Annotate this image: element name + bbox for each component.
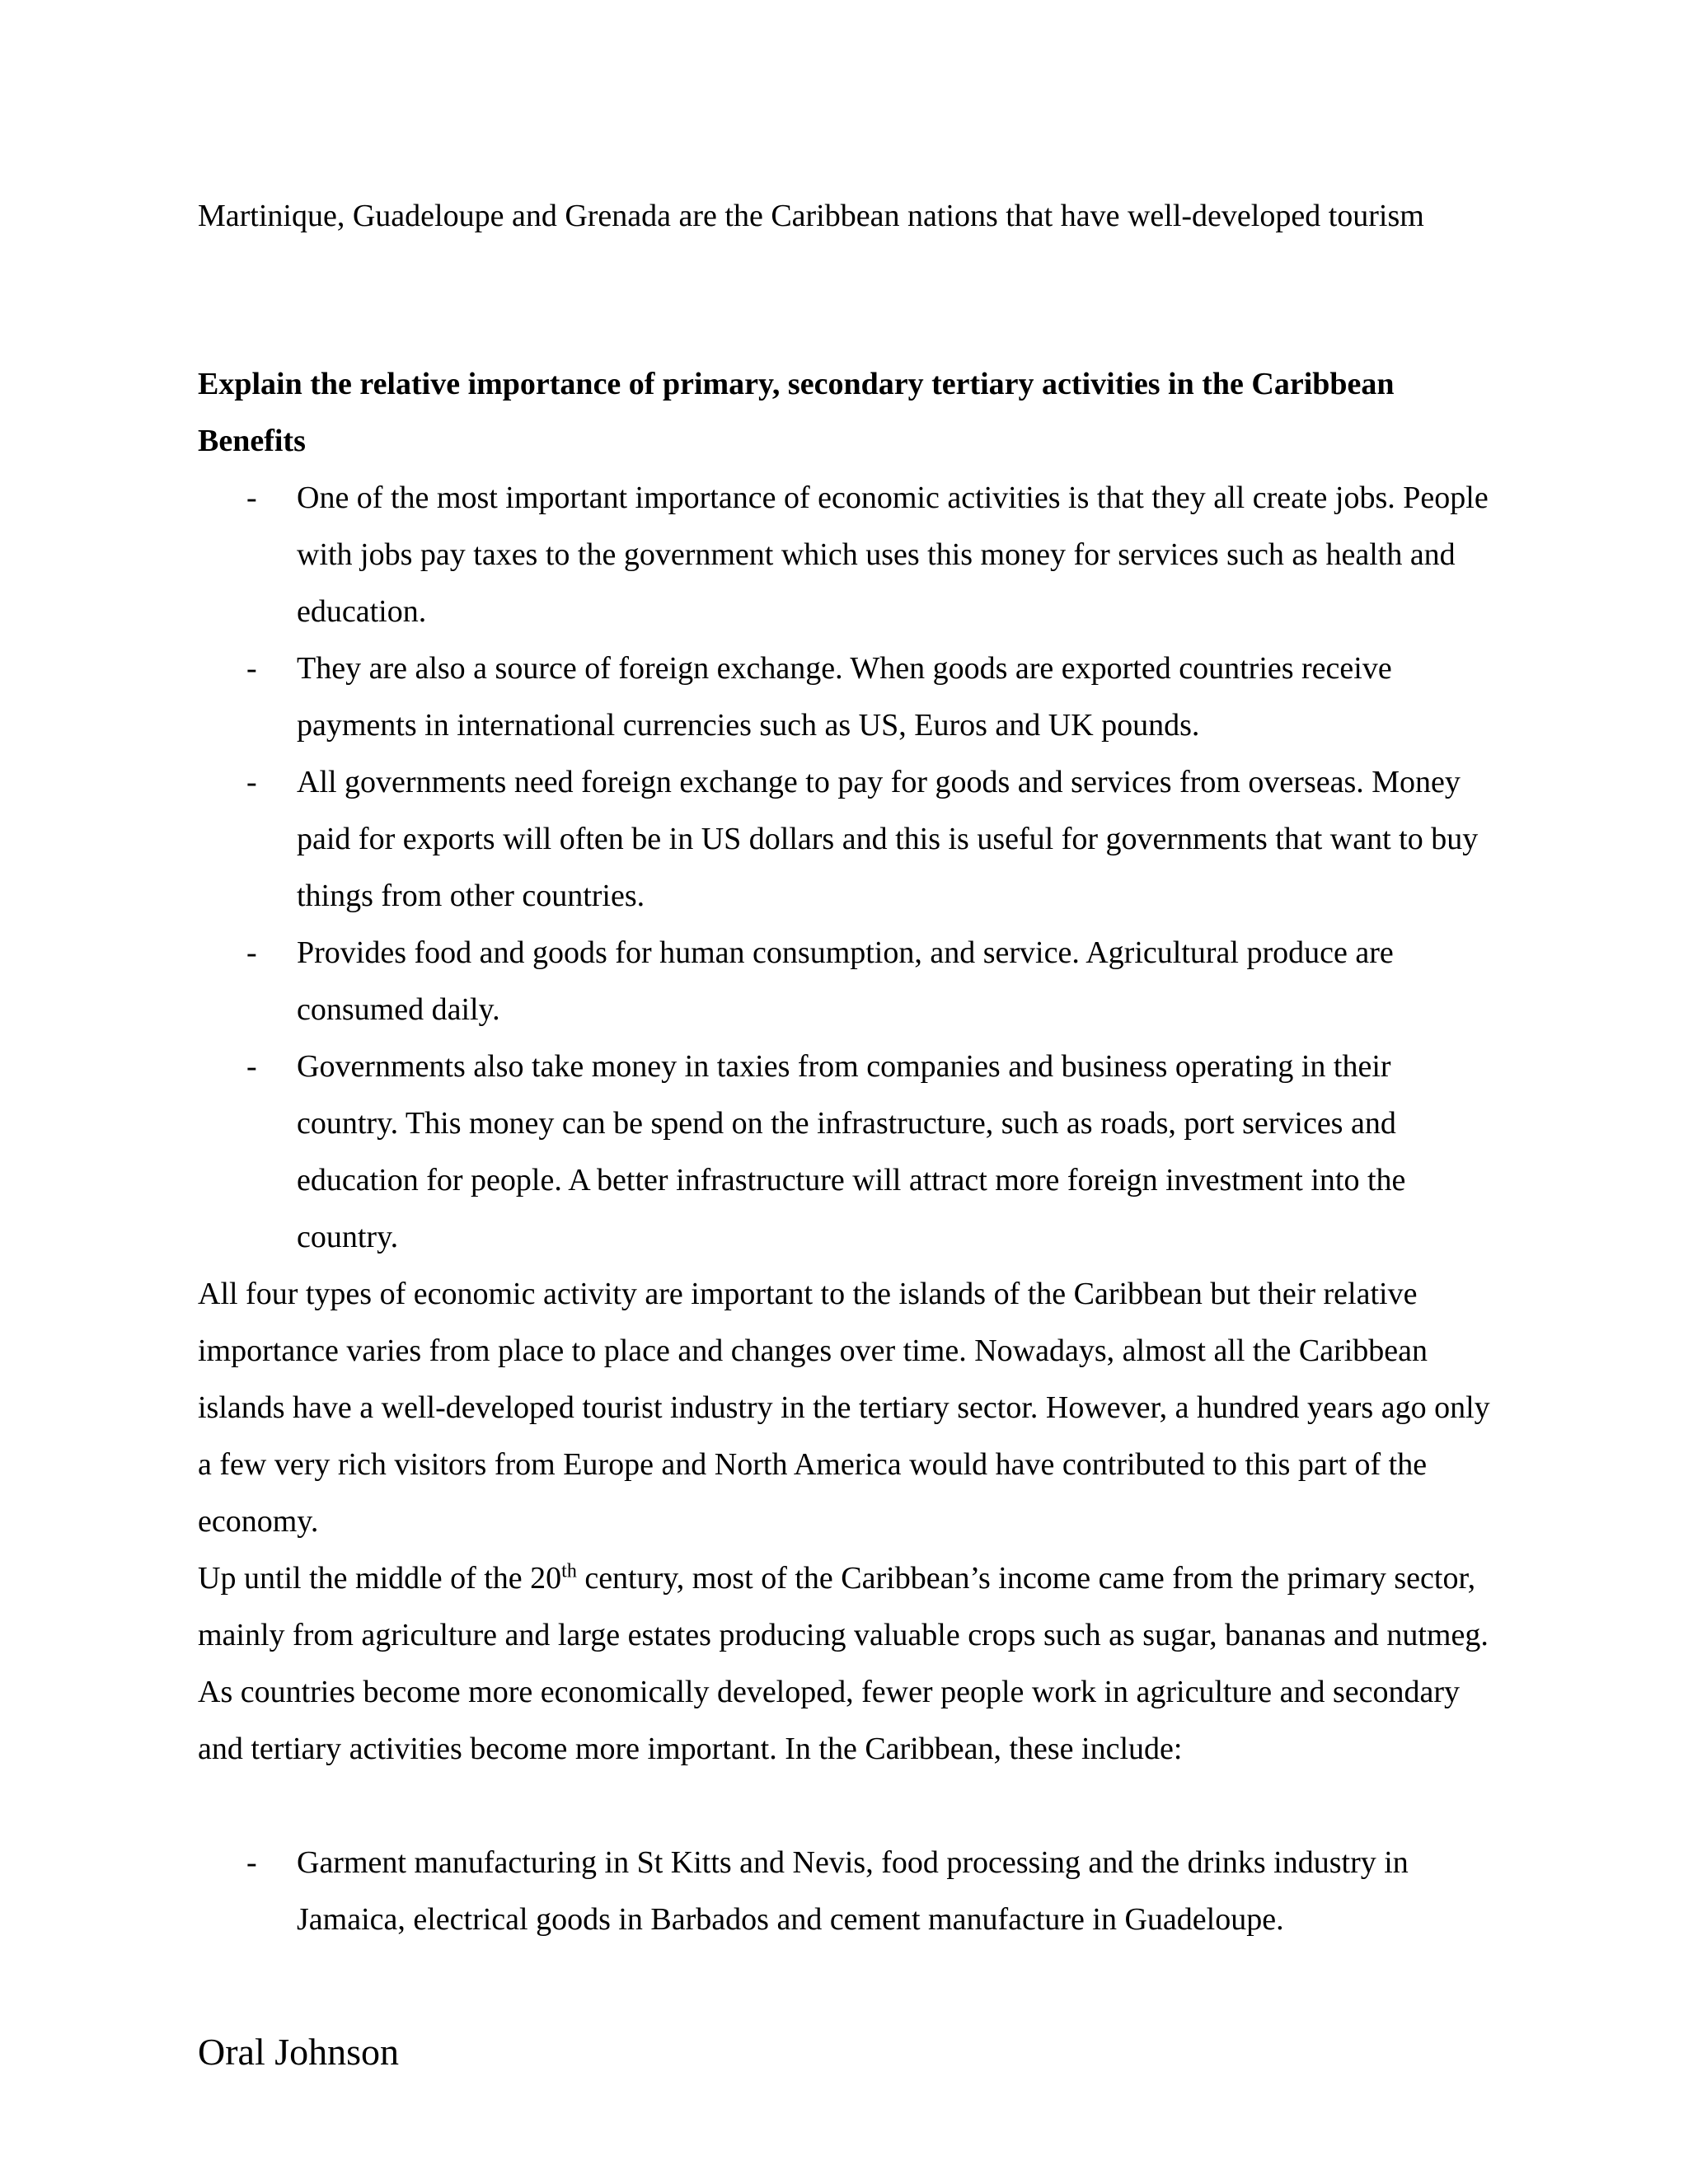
list-item	[198, 925, 1500, 1038]
list-item	[198, 754, 1500, 925]
body-paragraph-tourism: All four types of economic activity are important to the islands of the Caribbean but their relative importance varies from place to place and changes over time. Nowadays, almost all the Caribbean islands have a well-developed tourist industry in the tertiary sector. However, a hundred years ago only a few very rich visitors from Europe and North America would have contributed to this part of the economy.	[198, 1277, 1490, 1539]
list-bullet: -	[246, 1049, 257, 1084]
question-heading: Explain the relative importance of primary, secondary tertiary activities in the Caribbean	[198, 367, 1395, 401]
paragraph-text-rest: century, most of the Caribbean’s income came from the primary sector, mainly from agriculture and large estates producing valuable crops such as sugar, bananas and nutmeg. As countries become more economically developed, fewer people work in agriculture and secondary and tertiary activities become more important. In the Caribbean, these include:	[198, 1561, 1489, 1766]
list-bullet: -	[246, 765, 257, 799]
list-item	[198, 1835, 1500, 1948]
list-bullet: -	[246, 1845, 257, 1880]
list-item	[198, 470, 1500, 640]
list-item-text: Garment manufacturing in St Kitts and Nevis, food processing and the drinks industry in Jamaica, electrical goods in Barbados and cement manufacture in Guadeloupe.	[297, 1845, 1409, 1937]
intro-paragraph: Martinique, Guadeloupe and Grenada are the Caribbean nations that have well-developed tourism	[198, 199, 1424, 233]
list-bullet: -	[246, 480, 257, 515]
list-item	[198, 640, 1500, 754]
list-item-text: They are also a source of foreign exchange. When goods are exported countries receive payments in international currencies such as US, Euros and UK pounds.	[297, 651, 1392, 743]
author-name: Oral Johnson	[198, 2031, 400, 2073]
paragraph-text-start: Up until the middle of the 20	[198, 1561, 562, 1596]
benefits-heading: Benefits	[198, 424, 306, 458]
list-item-text: All governments need foreign exchange to pay for goods and services from overseas. Money paid for exports will often be in US dollars and this is useful for governments that want to buy things from other countries.	[297, 765, 1479, 913]
list-item-text: One of the most important importance of economic activities is that they all create jobs. People with jobs pay taxes to the government which uses this money for services such as health and education.	[297, 480, 1489, 629]
list-bullet: -	[246, 651, 257, 686]
list-bullet: -	[246, 935, 257, 970]
body-paragraph-history	[198, 1550, 1500, 1778]
ordinal-superscript: th	[561, 1560, 577, 1582]
list-item-text: Governments also take money in taxies from companies and business operating in their country. This money can be spend on the infrastructure, such as roads, port services and education for people. A better infrastructure will attract more foreign investment into the country.	[297, 1049, 1406, 1254]
list-item-text: Provides food and goods for human consumption, and service. Agricultural produce are consumed daily.	[297, 935, 1394, 1027]
list-item	[198, 1038, 1500, 1266]
benefits-list	[198, 470, 1500, 1266]
examples-list	[198, 1835, 1500, 1948]
